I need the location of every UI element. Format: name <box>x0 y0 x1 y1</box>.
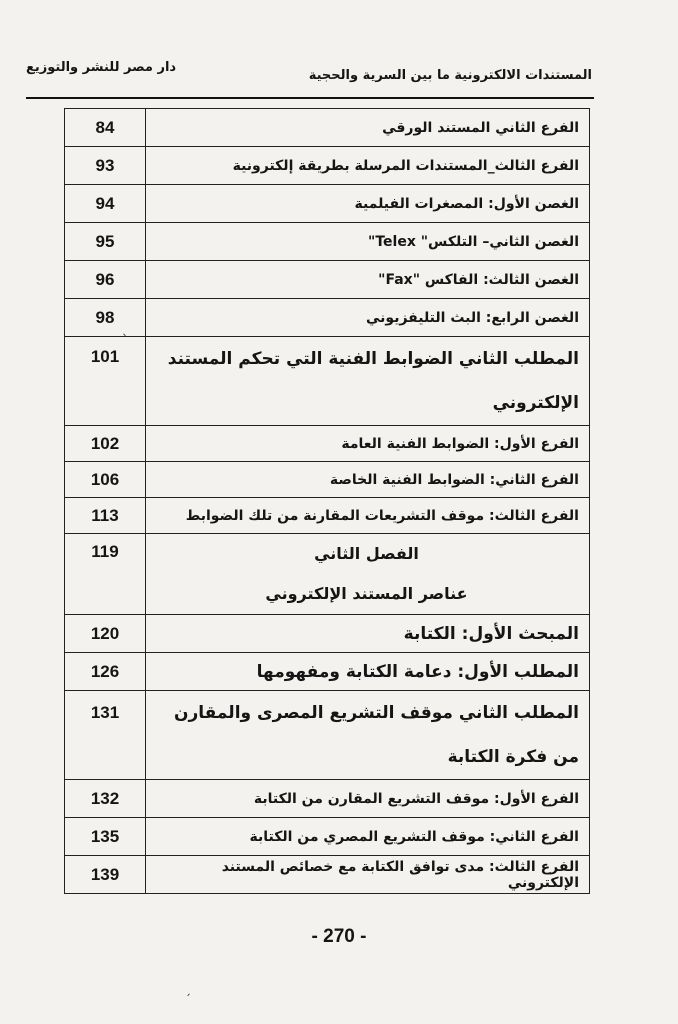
toc-title: الفرع الثاني المستند الورقي <box>146 109 590 147</box>
stray-mark: ˎ <box>122 322 128 336</box>
toc-title: الفرع الثاني: الضوابط الفنية الخاصة <box>146 462 590 498</box>
toc-page: 106 <box>65 462 146 498</box>
toc-page: 132 <box>65 780 146 818</box>
table-row <box>65 261 590 299</box>
table-row <box>65 337 590 426</box>
toc-page: 93 <box>65 147 146 185</box>
toc-title: الفرع الأول: الضوابط الفنية العامة <box>146 426 590 462</box>
table-row <box>65 818 590 856</box>
stray-mark: ˏ <box>185 982 191 996</box>
table-row <box>65 109 590 147</box>
toc-title: الغصن الثاني– التلكس" Telex" <box>146 223 590 261</box>
toc-page: 84 <box>65 109 146 147</box>
toc-title: الفرع الثاني: موقف التشريع المصري من الكتابة <box>146 818 590 856</box>
toc-page: 119 <box>65 534 146 615</box>
toc-title: الفرع الثالث: مدى توافق الكتابة مع خصائص المستند الإلكتروني <box>146 856 590 894</box>
toc-page: 96 <box>65 261 146 299</box>
publisher-name: دار مصر للنشر والتوزيع <box>26 60 177 75</box>
table-row <box>65 615 590 653</box>
table-row <box>65 147 590 185</box>
table-row <box>65 653 590 691</box>
toc-title: المطلب الأول: دعامة الكتابة ومفهومها <box>146 653 590 691</box>
toc-page: 94 <box>65 185 146 223</box>
toc-page: 139 <box>65 856 146 894</box>
table-row <box>65 856 590 894</box>
table-row <box>65 299 590 337</box>
toc-title: الفرع الثالث_المستندات المرسلة بطريقة إلكترونية <box>146 147 590 185</box>
toc-chapter <box>146 534 590 615</box>
table-row <box>65 223 590 261</box>
toc-page: 102 <box>65 426 146 462</box>
running-header <box>26 62 592 92</box>
toc-title: الغصن الرابع: البث التليفزيوني <box>146 299 590 337</box>
toc-title: المطلب الثاني موقف التشريع المصرى والمقارن من فكرة الكتابة <box>146 691 590 780</box>
toc-page: 126 <box>65 653 146 691</box>
table-of-contents <box>64 108 590 894</box>
page-number: - 270 - <box>311 926 367 947</box>
toc-title: المطلب الثاني الضوابط الفنية التي تحكم المستند الإلكتروني <box>146 337 590 426</box>
table-row <box>65 780 590 818</box>
table-row <box>65 462 590 498</box>
toc-page: 120 <box>65 615 146 653</box>
header-rule <box>26 97 594 99</box>
toc-page: 101 <box>65 337 146 426</box>
toc-title: المبحث الأول: الكتابة <box>146 615 590 653</box>
toc-page: 131 <box>65 691 146 780</box>
toc-title: الغصن الثالث: الفاكس "Fax" <box>146 261 590 299</box>
toc-page: 95 <box>65 223 146 261</box>
toc-title: الغصن الأول: المصغرات الفيلمية <box>146 185 590 223</box>
table-row <box>65 691 590 780</box>
table-row <box>65 534 590 615</box>
table-row <box>65 498 590 534</box>
table-row <box>65 185 590 223</box>
toc-page: 113 <box>65 498 146 534</box>
toc-page: 135 <box>65 818 146 856</box>
table-row <box>65 426 590 462</box>
toc-page: 98 <box>65 299 146 337</box>
toc-title: الفرع الثالث: موقف التشريعات المقارنة من تلك الضوابط <box>146 498 590 534</box>
chapter-subtitle: عناصر المستند الإلكتروني <box>265 584 468 603</box>
book-title: المستندات الالكترونية ما بين السرية والحجية <box>308 68 592 83</box>
chapter-title: الفصل الثاني <box>314 544 419 563</box>
toc-title: الفرع الأول: موقف التشريع المقارن من الكتابة <box>146 780 590 818</box>
